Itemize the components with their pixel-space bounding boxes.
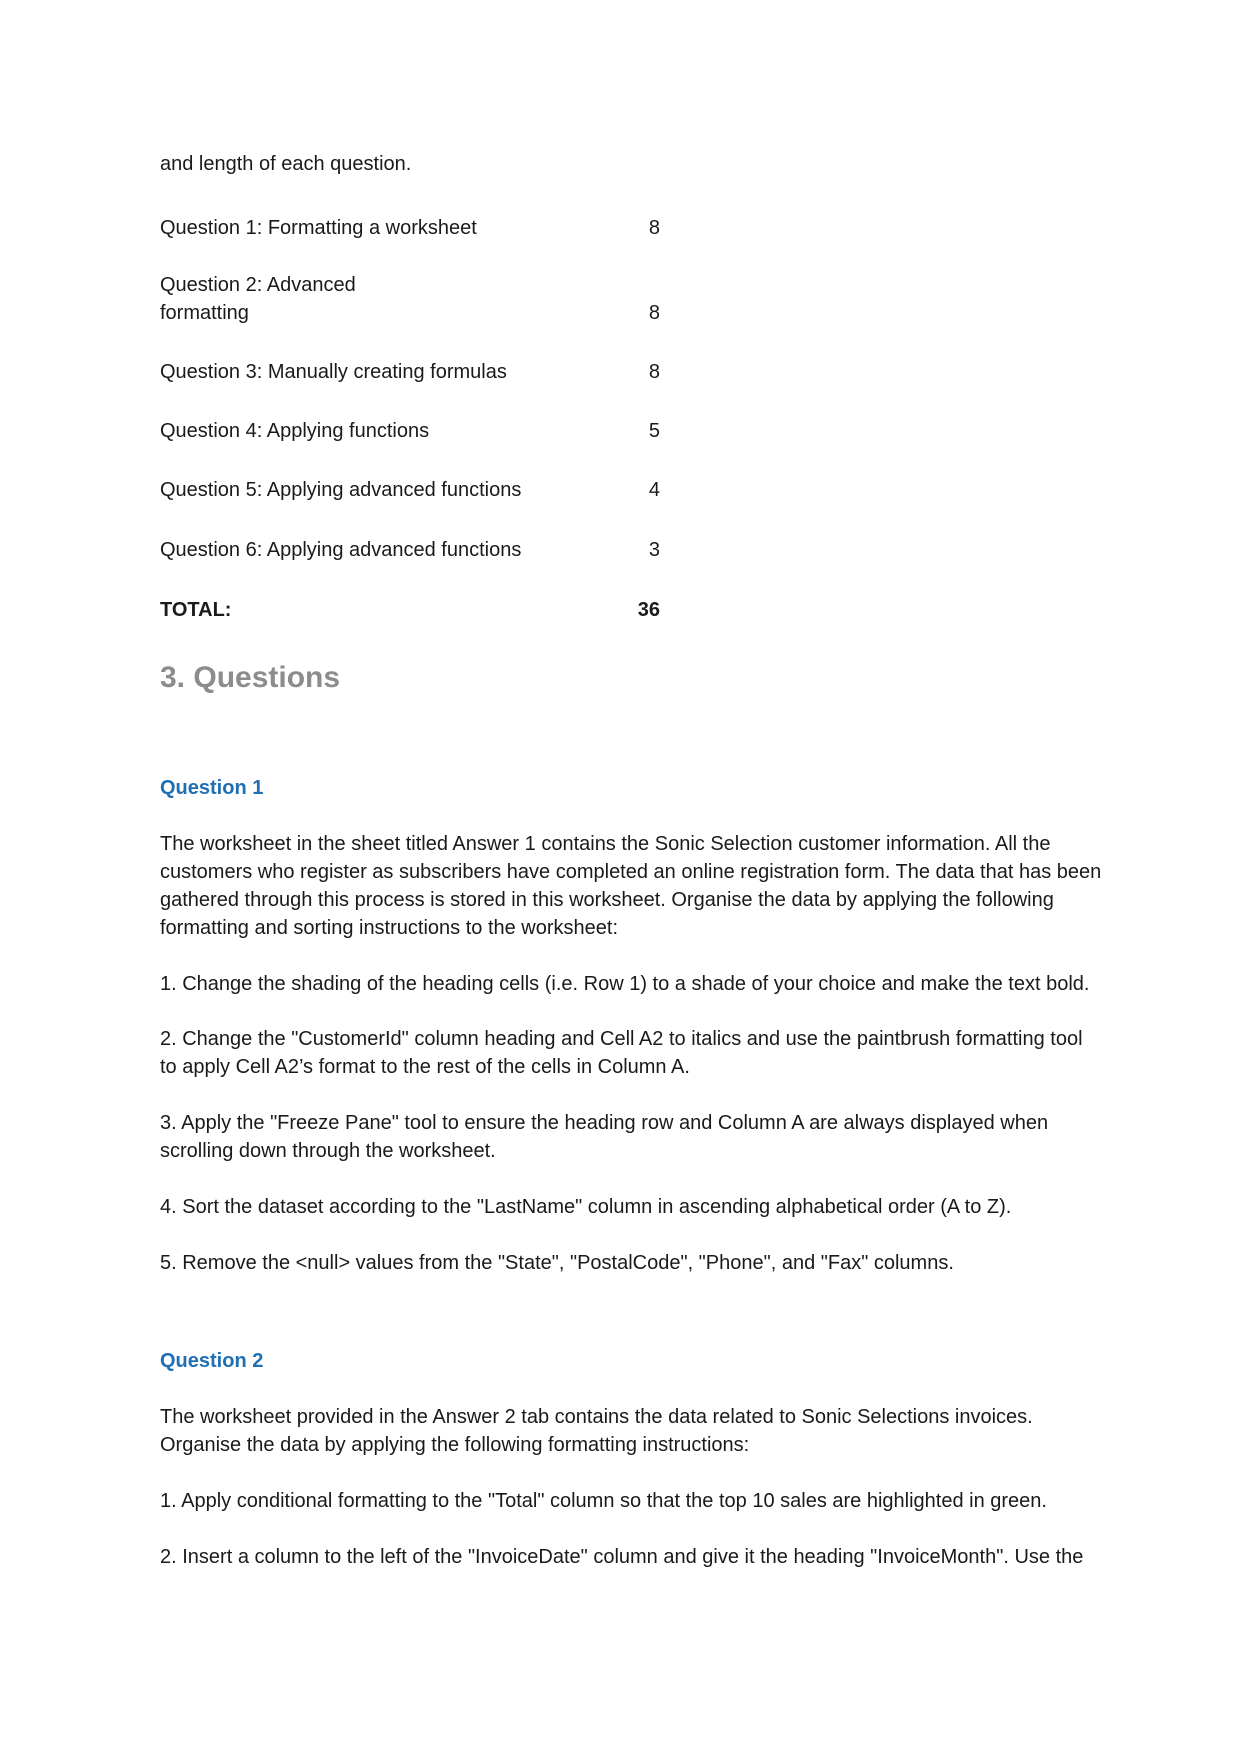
q2-intro-line: The worksheet provided in the Answer 2 tab contains the data related to Sonic Selections invoices. bbox=[160, 1406, 1033, 1428]
q1-intro-line: gathered through this process is stored in this worksheet. Organise the data by applying the following bbox=[160, 889, 1054, 911]
q1-item-1: 1. Change the shading of the heading cells (i.e. Row 1) to a shade of your choice and make the text bold. bbox=[160, 973, 1090, 995]
marks-label: Question 1: Formatting a worksheet bbox=[160, 217, 477, 239]
marks-value: 5 bbox=[648, 420, 660, 442]
intro-fragment: and length of each question. bbox=[160, 153, 412, 175]
marks-label-line1: Question 2: Advanced bbox=[160, 274, 356, 296]
q1-intro-line: customers who register as subscribers have completed an online registration form. The data that has been bbox=[160, 861, 1102, 883]
q1-item-5: 5. Remove the <null> values from the "State", "PostalCode", "Phone", and "Fax" columns. bbox=[160, 1252, 954, 1274]
marks-row-q5 bbox=[160, 476, 660, 504]
marks-value: 8 bbox=[648, 217, 660, 239]
marks-value: 4 bbox=[648, 479, 660, 501]
marks-row-q4 bbox=[160, 417, 660, 445]
marks-label-line2: formatting bbox=[160, 302, 249, 324]
total-value: 36 bbox=[637, 599, 660, 621]
q1-item-2-line: 2. Change the "CustomerId" column heading and Cell A2 to italics and use the paintbrush formatting tool bbox=[160, 1028, 1083, 1050]
question-1-heading: Question 1 bbox=[160, 777, 264, 799]
q1-item-3-line: scrolling down through the worksheet. bbox=[160, 1140, 496, 1162]
q2-item-1: 1. Apply conditional formatting to the "Total" column so that the top 10 sales are highlighted in green. bbox=[160, 1490, 1047, 1512]
marks-value: 3 bbox=[648, 539, 660, 561]
section-heading: 3. Questions bbox=[160, 661, 341, 694]
question-2-heading: Question 2 bbox=[160, 1350, 264, 1372]
q1-intro-line: The worksheet in the sheet titled Answer 1 contains the Sonic Selection customer information. All the bbox=[160, 833, 1051, 855]
marks-value: 8 bbox=[648, 361, 660, 383]
marks-label: Question 3: Manually creating formulas bbox=[160, 361, 507, 383]
marks-row-q1 bbox=[160, 214, 660, 242]
q1-item-4: 4. Sort the dataset according to the "LastName" column in ascending alphabetical order (A to Z). bbox=[160, 1196, 1012, 1218]
q1-item-2-line: to apply Cell A2’s format to the rest of the cells in Column A. bbox=[160, 1056, 690, 1078]
marks-label: Question 5: Applying advanced functions bbox=[160, 479, 522, 501]
q1-item-3-line: 3. Apply the "Freeze Pane" tool to ensure the heading row and Column A are always displayed when bbox=[160, 1112, 1049, 1134]
q2-item-2: 2. Insert a column to the left of the "InvoiceDate" column and give it the heading "InvoiceMonth". Use the bbox=[160, 1546, 1084, 1568]
total-label: TOTAL: bbox=[160, 599, 232, 621]
marks-total-row bbox=[160, 596, 660, 624]
q2-intro-line: Organise the data by applying the following formatting instructions: bbox=[160, 1434, 750, 1456]
marks-label: Question 4: Applying functions bbox=[160, 420, 430, 442]
q1-intro-line: formatting and sorting instructions to the worksheet: bbox=[160, 917, 619, 939]
marks-value: 8 bbox=[648, 302, 660, 324]
marks-row-q2 bbox=[160, 271, 660, 327]
marks-row-q6 bbox=[160, 536, 660, 564]
marks-row-q3 bbox=[160, 358, 660, 386]
marks-label: Question 6: Applying advanced functions bbox=[160, 539, 522, 561]
